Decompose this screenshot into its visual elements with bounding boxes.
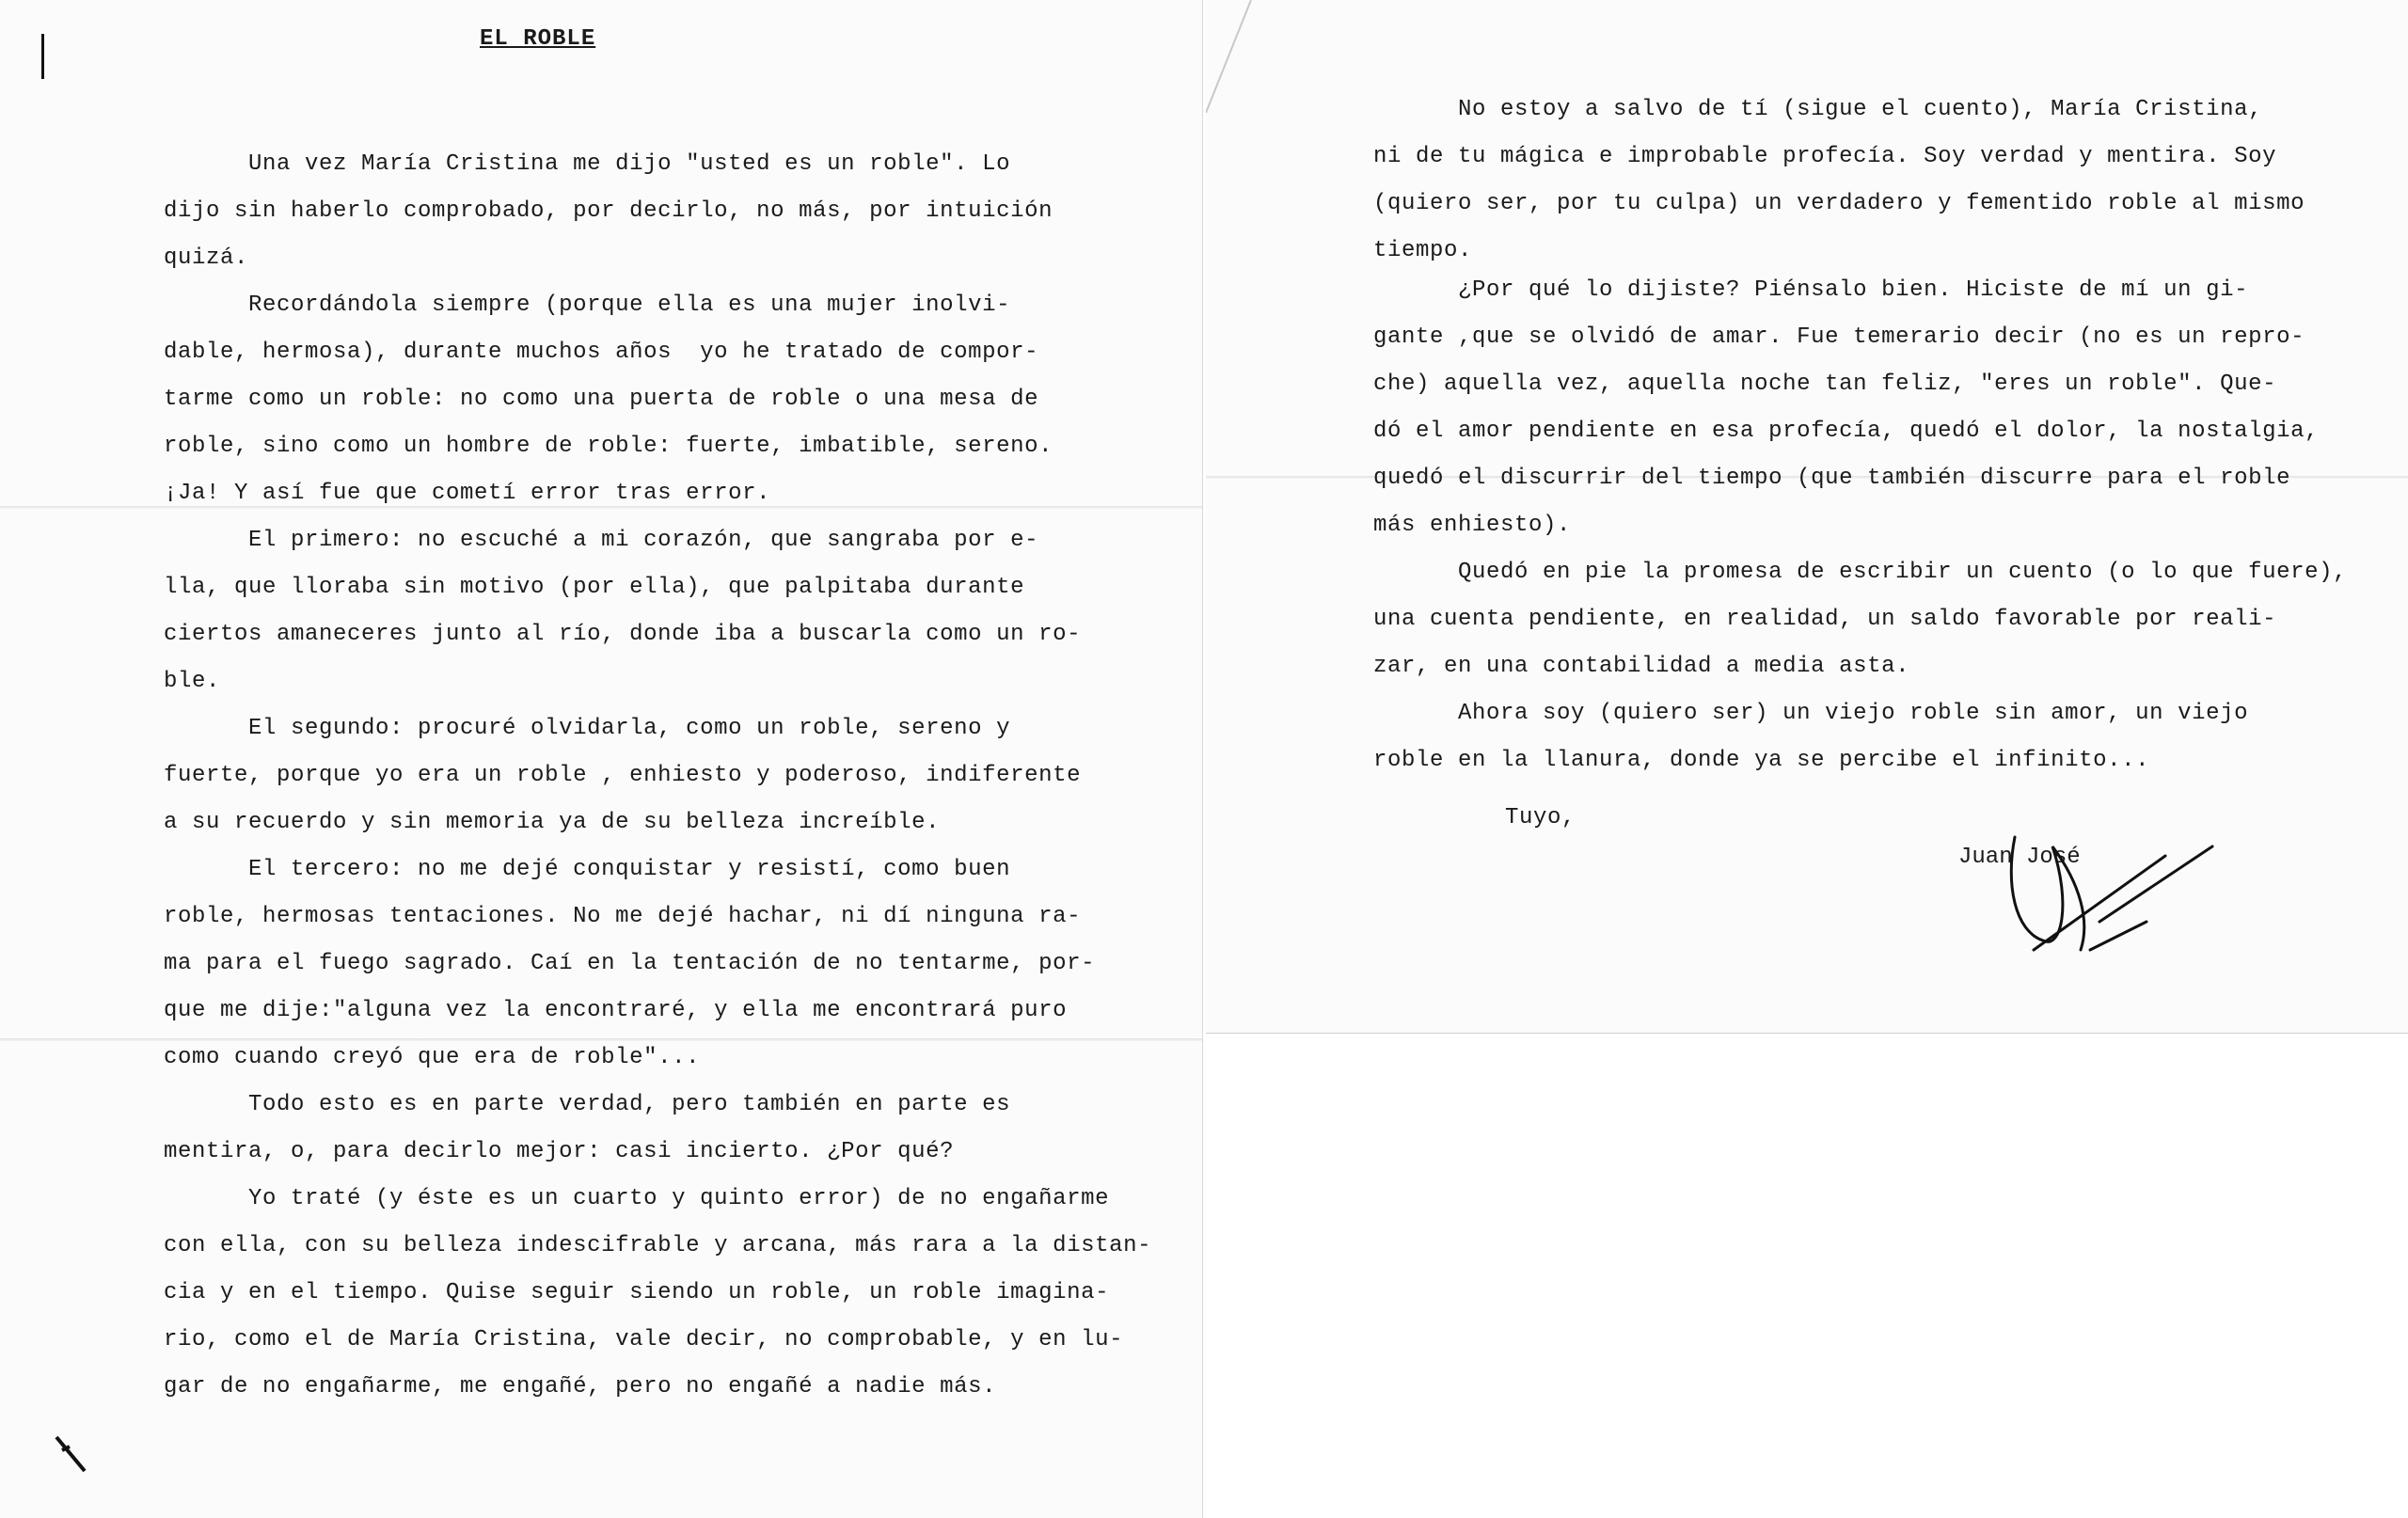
right-page [1206, 0, 2408, 1034]
text-line: una cuenta pendiente, en realidad, un saldo favorable por reali- [1373, 607, 2277, 632]
paragraph [164, 282, 1053, 517]
text-line: ni de tu mágica e improbable profecía. Soy verdad y mentira. Soy [1373, 144, 2277, 169]
text-line: ble. [164, 669, 221, 694]
text-line: zar, en una contabilidad a media asta. [1373, 654, 1910, 679]
paragraph [164, 141, 1053, 282]
text-line: cia y en el tiempo. Quise seguir siendo un roble, un roble imagina- [164, 1280, 1110, 1305]
text-line: (quiero ser, por tu culpa) un verdadero y fementido roble al mismo [1373, 191, 2305, 216]
paragraph [164, 1176, 1151, 1411]
text-line: mentira, o, para decirlo mejor: casi incierto. ¿Por qué? [164, 1139, 955, 1164]
text-line: No estoy a salvo de tí (sigue el cuento), María Cristina, [1373, 97, 2263, 122]
text-line: roble en la llanura, donde ya se percibe el infinito... [1373, 748, 2150, 773]
text-line: ciertos amaneceres junto al río, donde iba a buscarla como un ro- [164, 622, 1082, 647]
paragraph [164, 846, 1095, 1082]
text-line: gar de no engañarme, me engañé, pero no engañé a nadie más. [164, 1374, 997, 1399]
closing-salutation: Tuyo, [1505, 805, 1576, 830]
margin-mark [41, 34, 44, 79]
text-line: quizá. [164, 245, 249, 271]
text-line: Una vez María Cristina me dijo "usted es un roble". Lo [164, 151, 1011, 177]
text-line: a su recuerdo y sin memoria ya de su belleza increíble. [164, 810, 941, 835]
text-line: roble, hermosas tentaciones. No me dejé hachar, ni dí ninguna ra- [164, 904, 1082, 929]
text-line: che) aquella vez, aquella noche tan feliz, "eres un roble". Que- [1373, 372, 2277, 397]
text-line: gante ,que se olvidó de amar. Fue temerario decir (no es un repro- [1373, 324, 2305, 350]
text-line: como cuando creyó que era de roble"... [164, 1045, 701, 1070]
text-line: quedó el discurrir del tiempo (que también discurre para el roble [1373, 466, 2291, 491]
document-title: EL ROBLE [480, 26, 596, 52]
text-line: El tercero: no me dejé conquistar y resistí, como buen [164, 857, 1011, 882]
paragraph [1373, 87, 2305, 275]
text-line: Yo traté (y éste es un cuarto y quinto error) de no engañarme [164, 1186, 1110, 1211]
paragraph [164, 705, 1081, 846]
torn-corner-icon [1206, 0, 1262, 113]
text-line: roble, sino como un hombre de roble: fuerte, imbatible, sereno. [164, 434, 1054, 459]
text-line: Ahora soy (quiero ser) un viejo roble sin amor, un viejo [1373, 701, 2249, 726]
handwritten-signature-icon [1977, 809, 2297, 969]
text-line: que me dije:"alguna vez la encontraré, y ella me encontrará puro [164, 998, 1068, 1023]
text-line: dable, hermosa), durante muchos años yo he tratado de compor- [164, 340, 1039, 365]
ink-mark-icon [53, 1433, 88, 1475]
text-line: dijo sin haberlo comprobado, por decirlo, no más, por intuición [164, 198, 1054, 224]
paragraph [164, 1082, 1010, 1176]
paragraph [1373, 549, 2347, 690]
text-line: dó el amor pendiente en esa profecía, quedó el dolor, la nostalgia, [1373, 419, 2320, 444]
text-line: con ella, con su belleza indescifrable y arcana, más rara a la distan- [164, 1233, 1152, 1258]
text-line: ¿Por qué lo dijiste? Piénsalo bien. Hiciste de mí un gi- [1373, 277, 2249, 303]
text-line: rio, como el de María Cristina, vale decir, no comprobable, y en lu- [164, 1327, 1124, 1352]
text-line: ma para el fuego sagrado. Caí en la tentación de no tentarme, por- [164, 951, 1096, 976]
text-line: lla, que lloraba sin motivo (por ella), que palpitaba durante [164, 575, 1025, 600]
text-line: tarme como un roble: no como una puerta de roble o una mesa de [164, 387, 1039, 412]
text-line: El segundo: procuré olvidarla, como un roble, sereno y [164, 716, 1011, 741]
text-line: ¡Ja! Y así fue que cometí error tras error. [164, 481, 771, 506]
paragraph [1373, 267, 2319, 549]
signature-name: Juan José [1958, 845, 2081, 870]
text-line: Todo esto es en parte verdad, pero también en parte es [164, 1092, 1011, 1117]
text-line: fuerte, porque yo era un roble , enhiesto y poderoso, indiferente [164, 763, 1082, 788]
paragraph [164, 517, 1081, 705]
text-line: Quedó en pie la promesa de escribir un cuento (o lo que fuere), [1373, 560, 2348, 585]
text-line: El primero: no escuché a mi corazón, que sangraba por e- [164, 528, 1039, 553]
text-line: más enhiesto). [1373, 513, 1572, 538]
text-line: tiempo. [1373, 238, 1473, 263]
paragraph [1373, 690, 2248, 784]
left-page [0, 0, 1203, 1518]
text-line: Recordándola siempre (porque ella es una mujer inolvi- [164, 293, 1011, 318]
